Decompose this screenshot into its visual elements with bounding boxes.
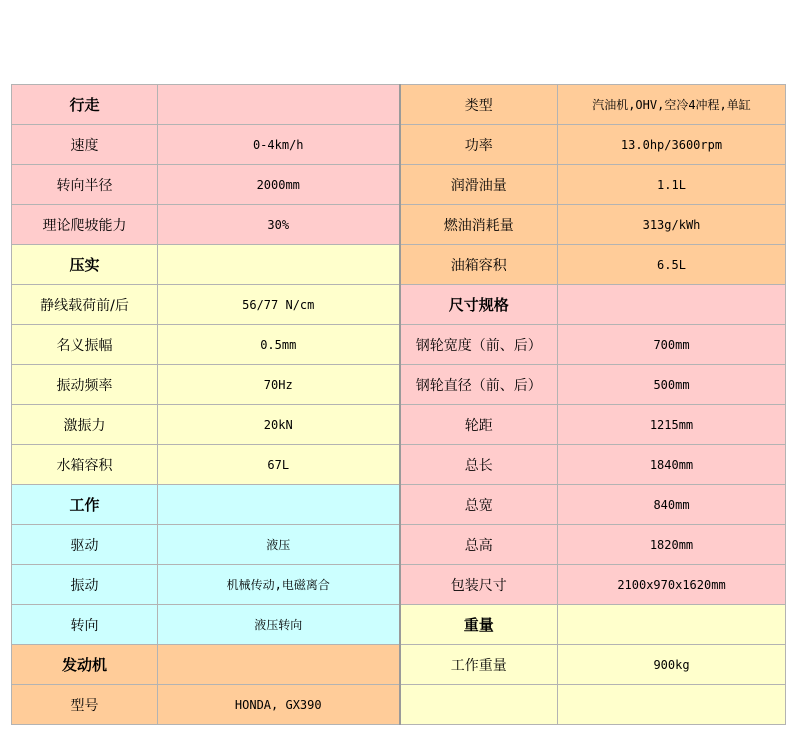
spec-value: 液压转向 [158, 605, 400, 645]
spec-value: 500mm [558, 365, 786, 405]
spec-label: 振动 [12, 565, 158, 605]
table-row [12, 245, 786, 285]
table-row [12, 445, 786, 485]
spec-value [558, 685, 786, 725]
spec-label: 燃油消耗量 [400, 205, 558, 245]
spec-value: 0.5mm [158, 325, 400, 365]
table-row [12, 525, 786, 565]
spec-label: 速度 [12, 125, 158, 165]
spec-label: 理论爬坡能力 [12, 205, 158, 245]
spec-value: 汽油机,OHV,空冷4冲程,单缸 [558, 85, 786, 125]
spec-label: 水箱容积 [12, 445, 158, 485]
spec-label: 钢轮直径（前、后） [400, 365, 558, 405]
spec-value: 30% [158, 205, 400, 245]
spec-label: 功率 [400, 125, 558, 165]
spec-value: 1840mm [558, 445, 786, 485]
spec-value [158, 85, 400, 125]
spec-label: 工作重量 [400, 645, 558, 685]
spec-value: 2100x970x1620mm [558, 565, 786, 605]
table-row [12, 285, 786, 325]
spec-value: 液压 [158, 525, 400, 565]
spec-value: 70Hz [158, 365, 400, 405]
spec-label: 转向半径 [12, 165, 158, 205]
spec-value [558, 605, 786, 645]
spec-value: 2000mm [158, 165, 400, 205]
spec-value: 0-4km/h [158, 125, 400, 165]
table-row [12, 485, 786, 525]
spec-value [158, 485, 400, 525]
table-row [12, 405, 786, 445]
spec-label: 静线载荷前/后 [12, 285, 158, 325]
spec-value: 840mm [558, 485, 786, 525]
spec-value: 56/77 N/cm [158, 285, 400, 325]
spec-label: 包装尺寸 [400, 565, 558, 605]
spec-value: 700mm [558, 325, 786, 365]
spec-label: 名义振幅 [12, 325, 158, 365]
spec-value: 13.0hp/3600rpm [558, 125, 786, 165]
spec-value: 6.5L [558, 245, 786, 285]
table-row [12, 645, 786, 685]
table-row [12, 205, 786, 245]
spec-label: 转向 [12, 605, 158, 645]
table-row [12, 165, 786, 205]
section-heading: 工作 [12, 485, 158, 525]
spec-label: 钢轮宽度（前、后） [400, 325, 558, 365]
spec-value: 机械传动,电磁离合 [158, 565, 400, 605]
spec-label: 轮距 [400, 405, 558, 445]
spec-table-body [12, 85, 786, 725]
table-row [12, 565, 786, 605]
section-heading: 重量 [400, 605, 558, 645]
spec-value: 67L [158, 445, 400, 485]
spec-label: 总长 [400, 445, 558, 485]
spec-label: 油箱容积 [400, 245, 558, 285]
table-row [12, 125, 786, 165]
section-heading: 发动机 [12, 645, 158, 685]
spec-label: 润滑油量 [400, 165, 558, 205]
table-row [12, 325, 786, 365]
spec-value: 20kN [158, 405, 400, 445]
spec-value [558, 285, 786, 325]
spec-value: 1.1L [558, 165, 786, 205]
table-row [12, 85, 786, 125]
section-heading: 尺寸规格 [400, 285, 558, 325]
spec-label: 型号 [12, 685, 158, 725]
spec-label: 振动频率 [12, 365, 158, 405]
spec-label: 驱动 [12, 525, 158, 565]
spec-label [400, 685, 558, 725]
spec-label: 总宽 [400, 485, 558, 525]
spec-table [11, 84, 786, 725]
spec-value: 313g/kWh [558, 205, 786, 245]
spec-value: 1215mm [558, 405, 786, 445]
spec-label: 激振力 [12, 405, 158, 445]
spec-label: 总高 [400, 525, 558, 565]
spec-value [158, 645, 400, 685]
spec-label: 类型 [400, 85, 558, 125]
section-heading: 压实 [12, 245, 158, 285]
table-row [12, 605, 786, 645]
spec-value [158, 245, 400, 285]
section-heading: 行走 [12, 85, 158, 125]
spec-value: HONDA, GX390 [158, 685, 400, 725]
spec-value: 1820mm [558, 525, 786, 565]
table-row [12, 365, 786, 405]
spec-value: 900kg [558, 645, 786, 685]
table-row [12, 685, 786, 725]
